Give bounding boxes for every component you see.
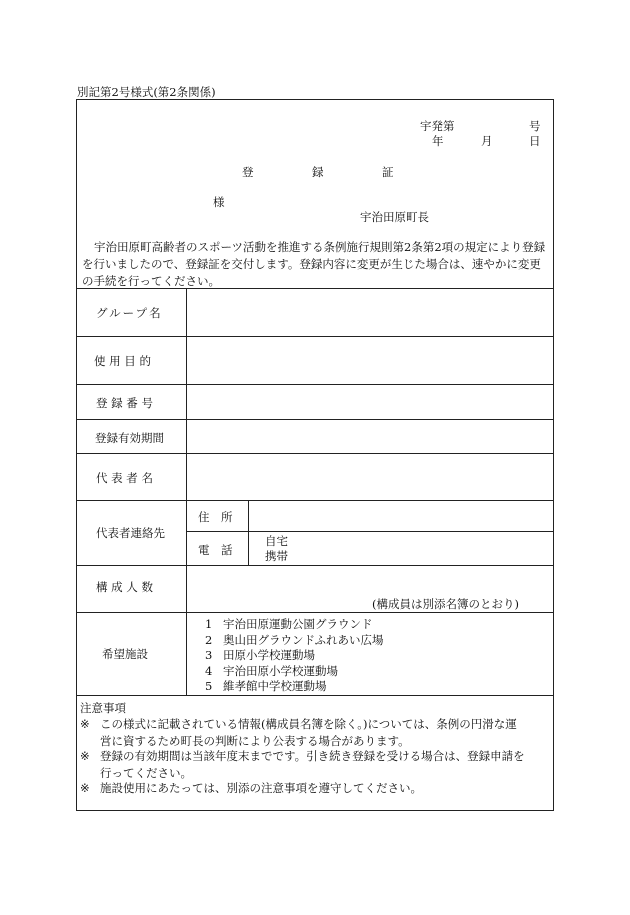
table-line bbox=[186, 531, 554, 532]
issue-number-prefix: 宇発第 bbox=[420, 119, 455, 133]
issue-day-label: 日 bbox=[529, 134, 541, 148]
phone-label: 電 話 bbox=[198, 543, 233, 557]
phone-mobile-label: 携帯 bbox=[265, 549, 288, 563]
table-line bbox=[76, 288, 554, 289]
title-char-1: 登 bbox=[242, 165, 254, 179]
table-line bbox=[76, 500, 554, 501]
address-label: 住 所 bbox=[198, 510, 233, 524]
facility-name: 維孝館中学校運動場 bbox=[223, 679, 327, 693]
note-mark: ※ bbox=[80, 781, 90, 795]
list-item bbox=[205, 664, 384, 680]
list-item bbox=[205, 679, 384, 695]
table-line bbox=[248, 500, 249, 565]
note-3 bbox=[80, 780, 552, 797]
table-line bbox=[76, 695, 554, 696]
facility-list bbox=[205, 617, 384, 695]
table-line bbox=[186, 288, 187, 695]
note-2 bbox=[80, 748, 552, 781]
list-item bbox=[205, 633, 384, 649]
issuer-name: 宇治田原町長 bbox=[360, 210, 429, 224]
facility-name: 奥山田グラウンドふれあい広場 bbox=[223, 632, 384, 647]
facility-number: 3 bbox=[205, 648, 213, 662]
notes-heading: 注意事項 bbox=[80, 701, 126, 715]
facility-number: 5 bbox=[205, 679, 213, 693]
note-mark: ※ bbox=[80, 749, 90, 763]
table-line bbox=[76, 419, 554, 420]
note-2-line-2: 行ってください。 bbox=[100, 765, 192, 780]
facility-name: 田原小学校運動場 bbox=[223, 648, 315, 662]
issue-number-suffix: 号 bbox=[529, 119, 541, 133]
contact-label: 代表者連絡先 bbox=[96, 526, 165, 540]
members-note: (構成員は別添名簿のとおり) bbox=[372, 597, 519, 611]
table-line bbox=[76, 336, 554, 337]
members-label: 構 成 人 数 bbox=[96, 580, 153, 594]
addressee-honorific: 様 bbox=[213, 195, 225, 209]
note-1-line-1: この様式に記載されている情報(構成員名簿を除く。)については、条例の円滑な運 bbox=[100, 717, 517, 731]
list-item bbox=[205, 648, 384, 664]
validity-label: 登録有効期間 bbox=[95, 431, 164, 445]
facility-number: 1 bbox=[205, 617, 213, 631]
purpose-label: 使 用 目 的 bbox=[94, 354, 151, 368]
note-mark: ※ bbox=[80, 717, 90, 731]
table-line bbox=[76, 612, 554, 613]
facility-name: 宇治田原運動公園グラウンド bbox=[223, 617, 373, 631]
facility-number: 2 bbox=[205, 632, 213, 647]
title-char-2: 録 bbox=[312, 165, 324, 179]
title-char-3: 証 bbox=[382, 165, 394, 179]
form-caption: 別記第2号様式(第2条関係) bbox=[77, 85, 216, 99]
note-3-line-1: 施設使用にあたっては、別添の注意事項を遵守してください。 bbox=[100, 781, 422, 795]
note-2-line-1: 登録の有効期間は当該年度末までです。引き続き登録を受ける場合は、登録申請を bbox=[100, 749, 525, 763]
reg-number-label: 登 録 番 号 bbox=[96, 396, 153, 410]
intro-paragraph: 宇治田原町高齢者のスポーツ活動を推進する条例施行規則第2条第2項の規定により登録を行いましたので、登録証を交付します。登録内容に変更が生じた場合は、速やかに変更の手続を行ってください。 bbox=[82, 240, 546, 288]
representative-label: 代 表 者 名 bbox=[96, 471, 153, 485]
table-line bbox=[76, 565, 554, 566]
note-1-line-2: 営に資するため町長の判断により公表する場合があります。 bbox=[100, 733, 410, 748]
table-line bbox=[76, 453, 554, 454]
issue-month-label: 月 bbox=[481, 134, 493, 148]
facility-number: 4 bbox=[205, 663, 213, 678]
phone-home-label: 自宅 bbox=[265, 534, 288, 548]
table-line bbox=[76, 384, 554, 385]
issue-year-label: 年 bbox=[432, 134, 444, 148]
facility-name: 宇治田原小学校運動場 bbox=[223, 663, 338, 678]
facilities-label: 希望施設 bbox=[102, 647, 148, 661]
list-item bbox=[205, 617, 384, 633]
group-name-label: グループ名 bbox=[96, 306, 163, 320]
note-1 bbox=[80, 716, 552, 749]
